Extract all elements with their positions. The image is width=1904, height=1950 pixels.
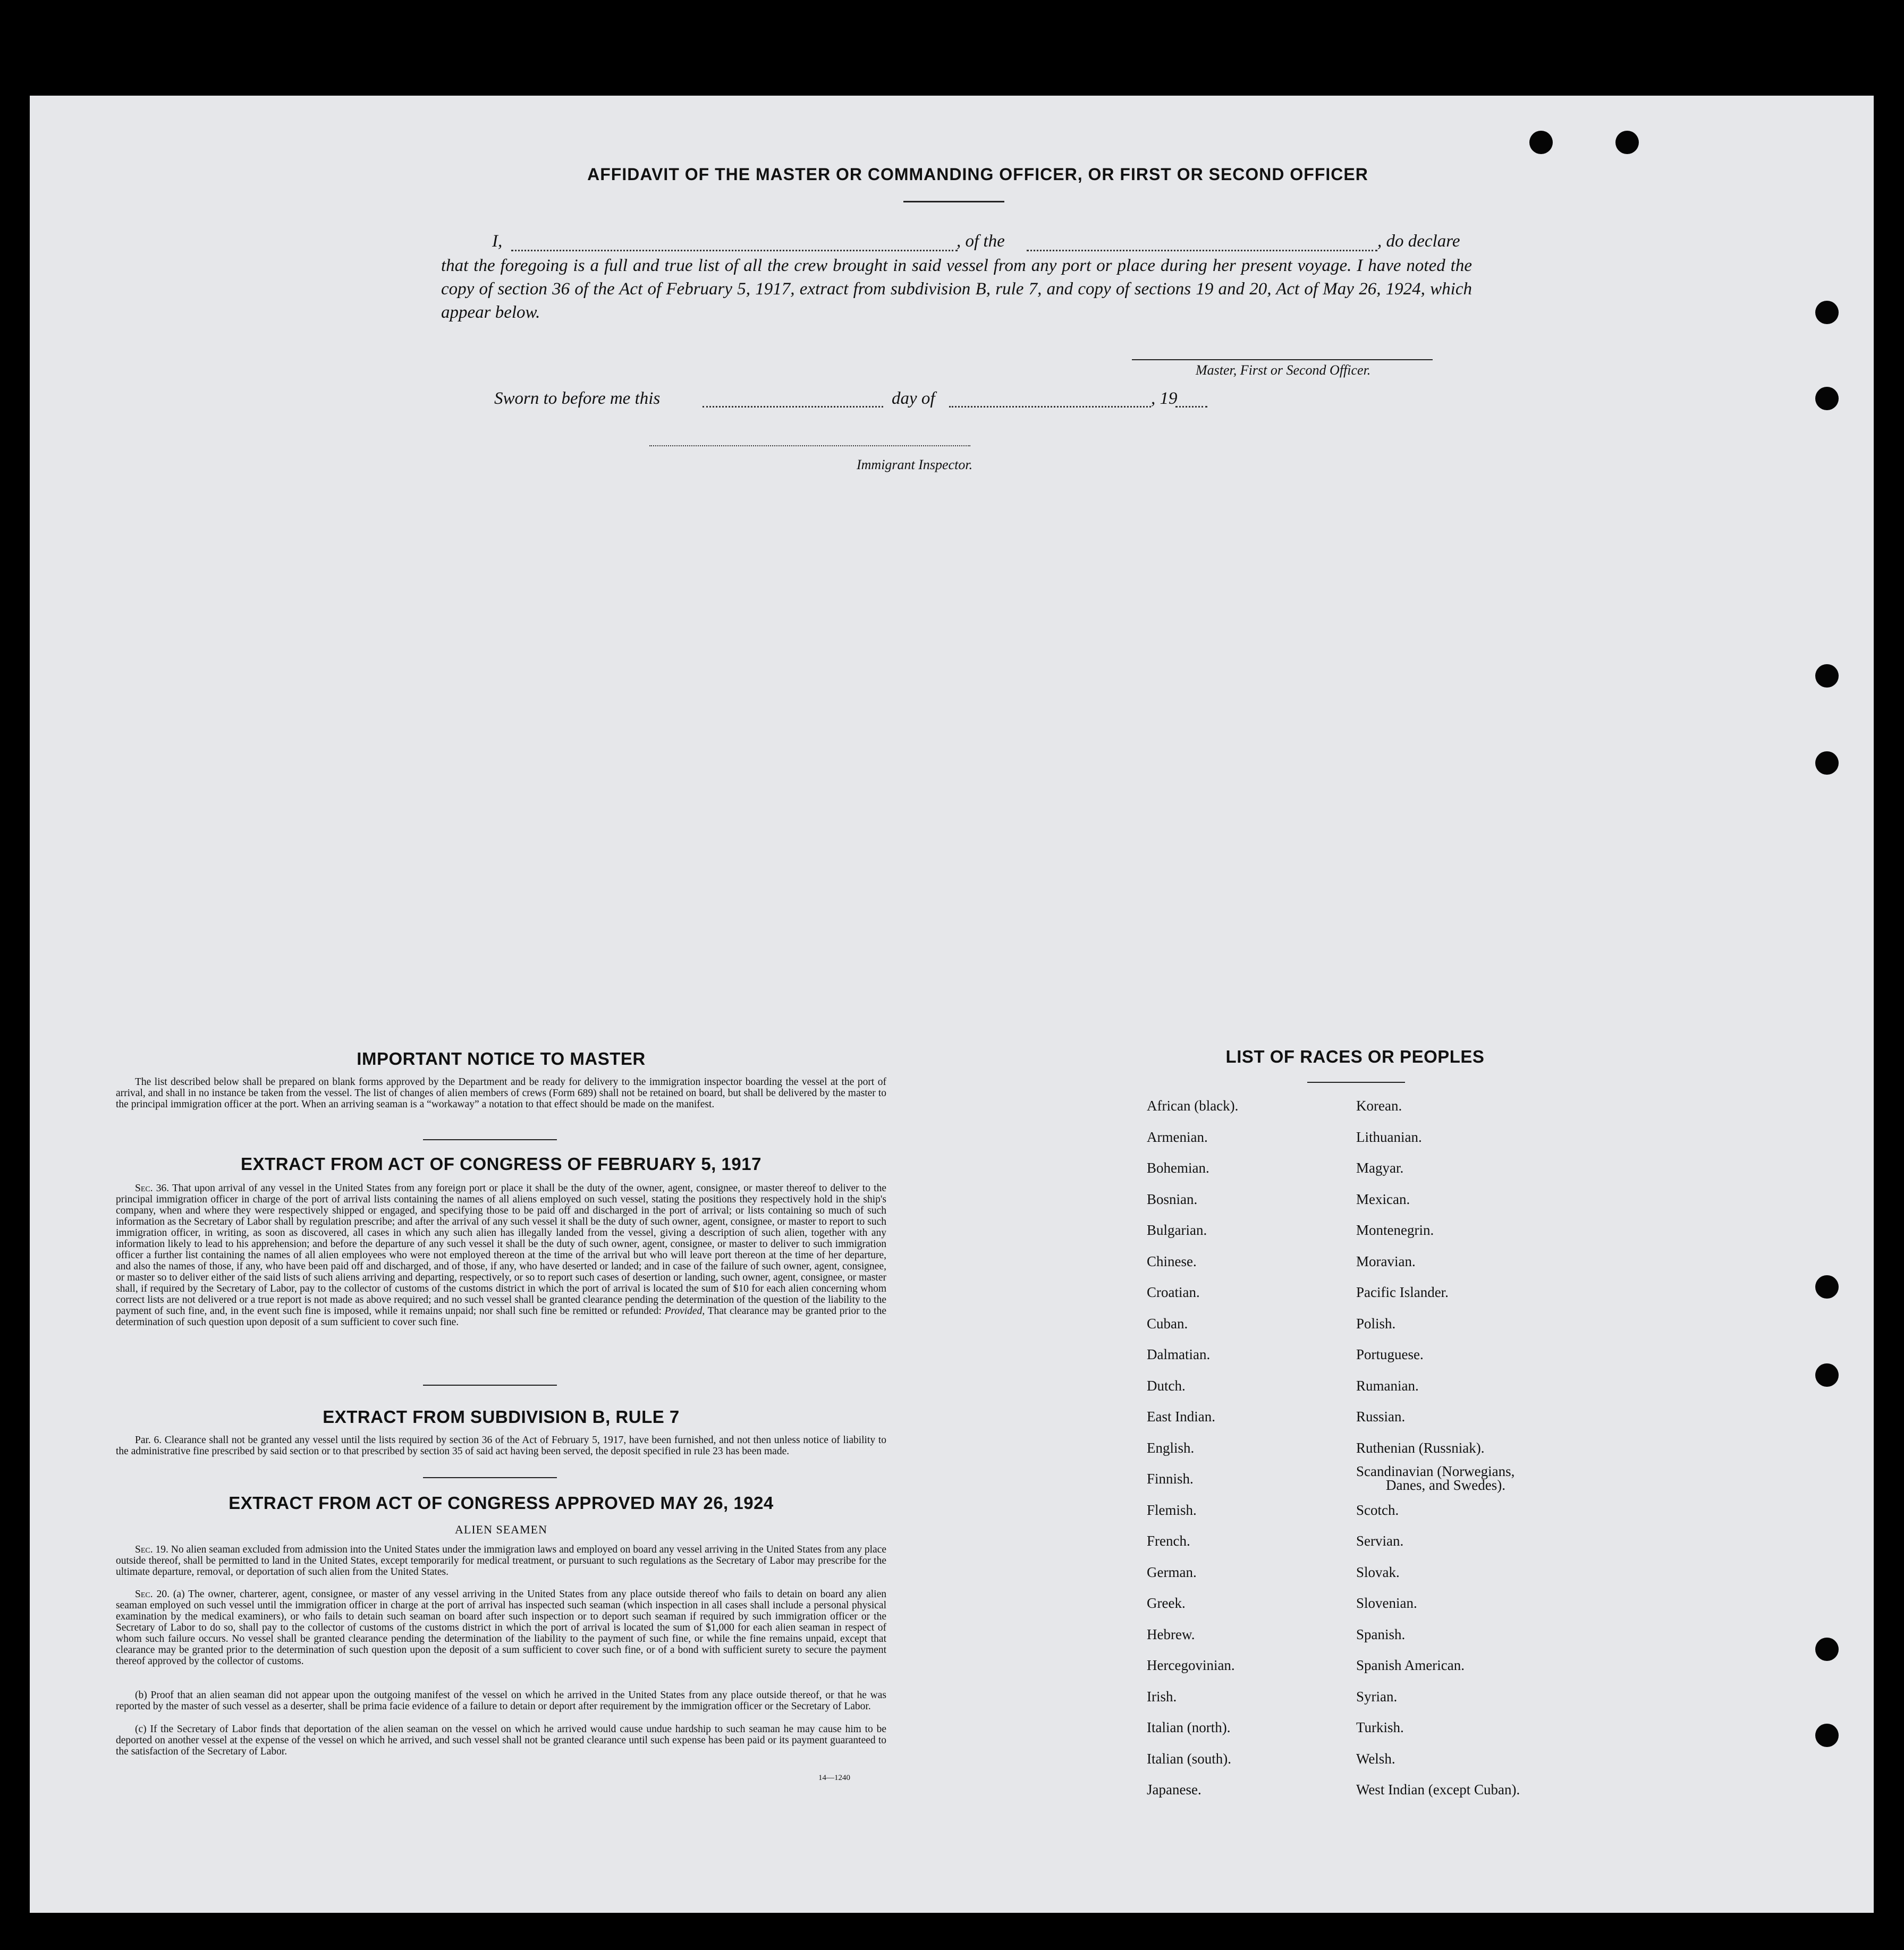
race-item: Irish. — [1147, 1688, 1177, 1705]
officer-signature-label: Master, First or Second Officer. — [1196, 362, 1371, 378]
race-item: Mexican. — [1356, 1191, 1410, 1207]
race-item: African (black). — [1147, 1098, 1239, 1114]
punch-hole — [1615, 131, 1639, 154]
race-item: Welsh. — [1356, 1750, 1395, 1767]
punch-hole — [1815, 1363, 1839, 1387]
affidavit-body: that the foregoing is a full and true list of all the crew brought in said vessel from any port or place during her present voyage. I have noted the copy of section 36 of the Act of February 5, 1917, extract from subdivision B, rule 7, and copy of sections 19 and 20, Act of May 26, 1924, which appear below. — [441, 256, 1472, 322]
race-item: German. — [1147, 1564, 1197, 1580]
extract-1924-title: EXTRACT FROM ACT OF CONGRESS APPROVED MAY 26, 1924 — [229, 1493, 774, 1513]
officer-signature-line[interactable] — [1132, 359, 1433, 360]
sworn-day-field[interactable] — [703, 406, 883, 408]
race-item: Chinese. — [1147, 1253, 1197, 1269]
sec-19-text — [116, 1544, 886, 1578]
race-item: Scotch. — [1356, 1502, 1399, 1518]
race-item: Scandinavian (Norwegians, — [1356, 1463, 1515, 1479]
section-rule — [423, 1385, 557, 1386]
sec-36-text: That upon arrival of any vessel in the United States from any foreign port or place it shall be the duty of the owner, agent, consignee, or master thereof to deliver to the principal immigration officer in charge of the port of arrival lists containing the names of all aliens employed on such vessel, stating the positions they respectively hold in the ship's company, when and where they were respectively shipped or engaged, and specifying those to be paid off and discharged in the port of arrival; or lists containing so much of such information as the Secretary of Labor shall by regulation prescribe; and after the arrival of any such vessel it shall be the duty of such owner, agent, consignee, or master to report to such immigration officer, in writing, as soon as discovered, all cases in which any such alien has illegally landed from the vessel, giving a description of such alien, together with any information likely to lead to his apprehension; and before the departure of any such vessel it shall be the duty of such owner, agent, consignee, or master to deliver to such immigration officer a further list containing the names of all alien employees who were not employed thereon at the time of the arrival but who will leave port thereon at the time of her departure, and also the names of those, if any, who have been paid off and discharged, and of those, if any, who have deserted or landed; and in case of the failure of such owner, agent, consignee, or master so to deliver either of the said lists of such aliens arriving and departing, respectively, or so to report such cases of desertion or landing, such owner, agent, consignee, or master shall, if required by the Secretary of Labor, pay to the collector of customs of the customs district in which the port of arrival is located the sum of $10 for each alien concerning whom correct lists are not delivered or a true report is not made as above required; and no such vessel shall be granted clearance pending the determination of the question of the liability to the payment of such fine, and, in the event such fine is imposed, while it remains unpaid; nor shall such fine be remitted or refunded: — [116, 1183, 886, 1317]
race-item: Slovak. — [1356, 1564, 1400, 1580]
race-item: Cuban. — [1147, 1315, 1188, 1332]
affidavit-line-1 — [492, 232, 502, 251]
race-item: Magyar. — [1356, 1160, 1404, 1176]
section-rule — [423, 1139, 557, 1140]
alien-seamen-subtitle: ALIEN SEAMEN — [455, 1523, 547, 1536]
race-item: Hebrew. — [1147, 1626, 1195, 1642]
extract-rule7-title: EXTRACT FROM SUBDIVISION B, RULE 7 — [323, 1407, 680, 1427]
race-item: Dalmatian. — [1147, 1346, 1211, 1362]
sworn-year-label: , 19 — [1151, 389, 1178, 408]
race-item: Polish. — [1356, 1315, 1396, 1332]
of-the-label: , of the — [957, 232, 1005, 251]
race-item: Pacific Islander. — [1356, 1284, 1449, 1300]
sec-36-label: Sec. 36. — [135, 1183, 170, 1194]
race-item: Montenegrin. — [1356, 1222, 1434, 1238]
punch-hole — [1815, 387, 1839, 410]
sec-36-text-end: That clearance may be granted prior to the determination of such question upon deposit of a sum sufficient to cover such fine. — [116, 1305, 887, 1328]
races-title-rule — [1307, 1082, 1405, 1083]
extract-rule7-text: Par. 6. Clearance shall not be granted any vessel until the lists required by section 36 of the Act of February 5, 1917, have been furnished, and not then unless notice of liability to the administrative fine prescribed by said section or to that prescribed by section 35 of said act having been served, the deposit specified in rule 23 has been made. — [116, 1435, 886, 1457]
notice-text: The list described below shall be prepared on blank forms approved by the Department and be ready for delivery to the immigration inspector boarding the vessel at the port of arrival, and shall in no instance be taken from the vessel. The list of changes of alien members of crews (Form 689) shall not be retained on board, but shall be delivered by the master to the principal immigration officer at the port. When an arriving seaman is a “workaway” a notation to that effect should be made on the manifest. — [116, 1076, 886, 1110]
declare-label: , do declare — [1377, 232, 1460, 251]
race-item: French. — [1147, 1533, 1190, 1549]
punch-hole — [1815, 1638, 1839, 1661]
race-item: Turkish. — [1356, 1719, 1404, 1735]
races-title: LIST OF RACES OR PEOPLES — [1225, 1047, 1485, 1066]
sworn-prefix: Sworn to before me this — [494, 389, 661, 408]
race-item: Flemish. — [1147, 1502, 1197, 1518]
race-item: Russian. — [1356, 1409, 1406, 1425]
inspector-signature-line[interactable] — [649, 445, 970, 446]
race-item: Bohemian. — [1147, 1160, 1209, 1176]
race-item: Dutch. — [1147, 1377, 1186, 1394]
race-item: West Indian (except Cuban). — [1356, 1782, 1520, 1798]
sec-20b-text: (b) Proof that an alien seaman did not appear upon the outgoing manifest of the vessel on which he arrived in the United States from any place outside thereof, or that he was reported by the master of such vessel as a deserter, shall be prima facie evidence of a failure to detain or deport after requirement by the immigration officer or the Secretary of Labor. — [116, 1690, 886, 1712]
race-item: Spanish. — [1356, 1626, 1406, 1642]
sec-20-label: Sec. 20. — [135, 1589, 170, 1600]
race-item: Hercegovinian. — [1147, 1657, 1235, 1673]
race-item: Lithuanian. — [1356, 1129, 1422, 1145]
race-item: English. — [1147, 1439, 1195, 1456]
punch-hole — [1815, 1724, 1839, 1747]
race-item: Bulgarian. — [1147, 1222, 1207, 1238]
sworn-month-field[interactable] — [949, 406, 1151, 408]
race-item: Italian (south). — [1147, 1750, 1231, 1767]
race-item: Bosnian. — [1147, 1191, 1198, 1207]
race-item: Servian. — [1356, 1533, 1404, 1549]
sworn-year-field[interactable] — [1175, 406, 1207, 408]
title-rule — [903, 201, 1004, 202]
inspector-signature-label: Immigrant Inspector. — [857, 457, 973, 472]
race-item: Armenian. — [1147, 1129, 1208, 1145]
notice-title: IMPORTANT NOTICE TO MASTER — [357, 1049, 646, 1069]
race-item: East Indian. — [1147, 1409, 1215, 1425]
race-item: Rumanian. — [1356, 1377, 1419, 1394]
race-item: Slovenian. — [1356, 1595, 1417, 1611]
race-item: Ruthenian (Russniak). — [1356, 1439, 1485, 1456]
punch-hole — [1815, 1275, 1839, 1299]
race-item: Croatian. — [1147, 1284, 1200, 1300]
declarant-name-field[interactable] — [511, 250, 958, 251]
race-item: Spanish American. — [1356, 1657, 1465, 1673]
race-item: Japanese. — [1147, 1782, 1201, 1798]
sworn-day-label: day of — [892, 389, 935, 408]
race-item: Syrian. — [1356, 1688, 1398, 1705]
sec-20c-text: (c) If the Secretary of Labor finds that deportation of the alien seaman on the vessel on which he arrived would cause undue hardship to such seaman he may cause him to be deported on another vessel at the expense of the vessel on which he arrived, and such vessel shall not be granted clearance until such expense has been paid or its payment guaranteed to the satisfaction of the Secretary of Labor. — [116, 1724, 886, 1757]
race-item-continuation: Danes, and Swedes). — [1386, 1477, 1505, 1493]
sec-19-label: Sec. 19. — [135, 1544, 168, 1555]
race-item: Italian (north). — [1147, 1719, 1231, 1735]
race-item: Finnish. — [1147, 1471, 1194, 1487]
extract-1917-title: EXTRACT FROM ACT OF CONGRESS OF FEBRUARY 5, 1917 — [241, 1154, 761, 1174]
race-item: Moravian. — [1356, 1253, 1416, 1269]
sec-20a-text — [116, 1589, 886, 1667]
race-item: Korean. — [1356, 1098, 1402, 1114]
punch-hole — [1529, 131, 1553, 154]
section-rule — [423, 1477, 557, 1478]
affidavit-title: AFFIDAVIT OF THE MASTER OR COMMANDING OFFICER, OR FIRST OR SECOND OFFICER — [587, 165, 1368, 184]
provided-word: Provided, — [664, 1305, 705, 1317]
race-item: Greek. — [1147, 1595, 1186, 1611]
punch-hole — [1815, 751, 1839, 775]
punch-hole — [1815, 301, 1839, 324]
vessel-name-field[interactable] — [1027, 250, 1377, 251]
sec-19-body: No alien seaman excluded from admission into the United States under the immigration laws and employed on board any vessel arriving in the United States from any place outside thereof, shall be permitted to land in the United States, except temporarily for medical treatment, or pursuant to such regulations as the Secretary of Labor may prescribe for the ultimate departure, removal, or deportation of such alien from the United States. — [116, 1544, 887, 1578]
race-item: Portuguese. — [1356, 1346, 1424, 1362]
form-number: 14—1240 — [818, 1774, 850, 1782]
declarant-prefix: I, — [492, 232, 503, 251]
punch-hole — [1815, 664, 1839, 688]
sec-20a-body: (a) The owner, charterer, agent, consignee, or master of any vessel arriving in the United States from any place outside thereof who fails to detain on board any alien seaman employed on such vessel until the immigration officer in charge at the port of arrival has inspected such seaman (which inspection in all cases shall include a personal physical examination by the medical examiners), or who fails to detain such seaman on board after such inspection or to deport such seaman if required by such immigration officer or the Secretary of Labor to do so, shall pay to the collector of customs of the customs district in which the port of arrival is located the sum of $1,000 for each alien seaman in respect of whom such failure occurs. No vessel shall be granted clearance pending the determination of the liability to the payment of such fine, or while the fine remains unpaid, except that clearance may be granted prior to the determination of such question upon the deposit of a sum sufficient to cover such fine, or of a bond with sufficient surety to secure the payment thereof approved by the collector of customs. — [116, 1589, 886, 1667]
extract-1917-text — [116, 1183, 886, 1328]
